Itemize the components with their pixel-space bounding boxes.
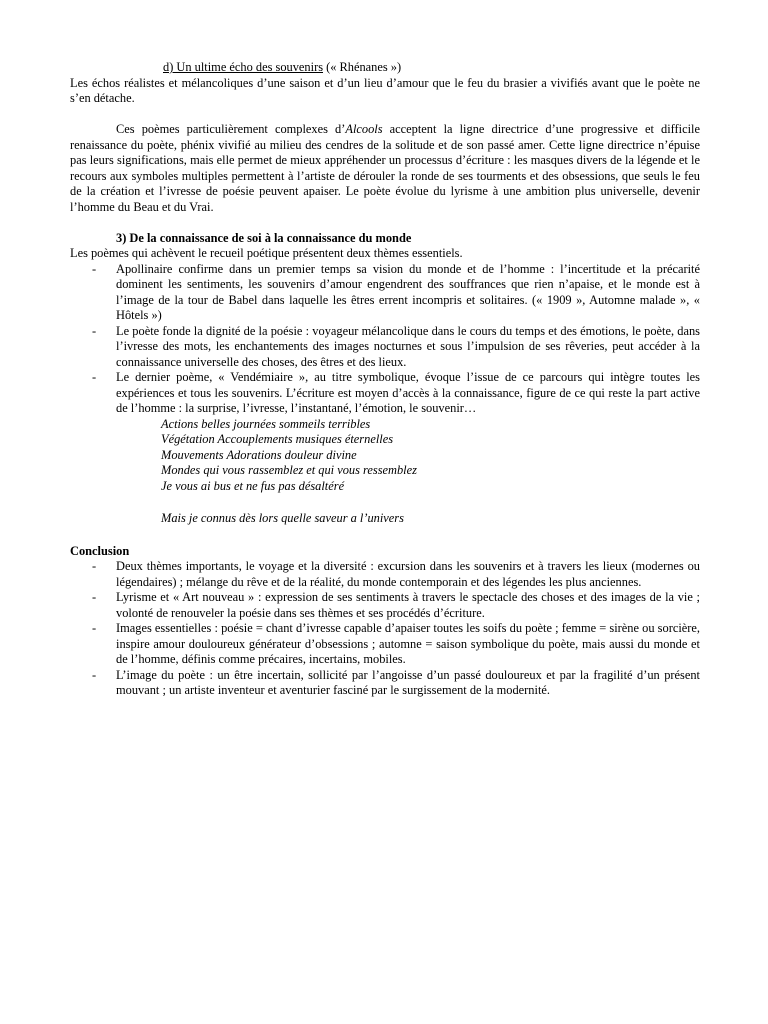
conclusion-bullet-list: [70, 559, 700, 699]
list-item-text: Deux thèmes importants, le voyage et la diversité : excursion dans les souvenirs et à travers les lieux (modernes ou légendaires) ; mélange du rêve et de la réalité, du monde contemporain et des légendes les plus anciennes.: [116, 559, 700, 589]
section-d-summary: Les échos réalistes et mélancoliques d’une saison et d’un lieu d’amour que le feu du brasier a vivifiés avant que le poète ne s’en détache.: [70, 75, 700, 105]
list-item-text: Images essentielles : poésie = chant d’ivresse capable d’apaiser toutes les soifs du poète ; femme = sirène ou sorcière, inspire amour douloureux générateur d’obsessions ; automne = saison symbolique du poète, mais aussi du monde et de l’homme, définis comme précaires, incertains, mobiles.: [116, 621, 700, 666]
document-body: [70, 60, 700, 699]
list-item: [70, 262, 700, 324]
list-item-text: L’image du poète : un être incertain, sollicité par l’angoisse d’un passé douloureux et par la fragilité d’un présent mouvant ; un artiste inventeur et aventurier fasciné par le surgissement de la modernité.: [116, 667, 700, 697]
poem-quote: [70, 417, 700, 527]
poem-last-line: Mais je connus dès lors quelle saveur a l’univers: [161, 511, 404, 525]
spacer: [70, 107, 700, 123]
analysis-paragraph-end: acceptent la ligne directrice d’une progressive et difficile renaissance du poète, phénix vivifié au milieu des cendres de la solitude et de son passé amer. Cette ligne directrice n’épuise pas leurs significations, mais elle permet de mieux appréhender un processus d’écriture : les masques divers de la légende et le recours aux symboles multiples permettent à l’artiste de dérouler la ronde de ses tourments et des obsessions, que seuls le feu de la création et l’ivresse de poésie peuvent apaiser. Le poète évolue du lyrisme à une ambition plus universelle, devenir l’homme du Beau et du Vrai.: [70, 122, 700, 214]
bullet-dash: -: [92, 590, 97, 604]
book-title-alcools: Alcools: [345, 122, 383, 136]
list-item-text: Lyrisme et « Art nouveau » : expression de ses sentiments à travers le spectacle des choses et des images de la vie ; volonté de renouveler la poésie dans ses thèmes et ses procédés d’écriture.: [116, 590, 700, 620]
poem-line: Mondes qui vous rassemblez et qui vous ressemblez: [161, 463, 417, 477]
bullet-dash: -: [92, 559, 97, 573]
poem-line: Mouvements Adorations douleur divine: [161, 447, 357, 462]
bullet-dash: -: [92, 621, 97, 635]
analysis-paragraph-start: Ces poèmes particulièrement complexes d’: [116, 122, 346, 136]
list-item-text: Le dernier poème, « Vendémiaire », au titre symbolique, évoque l’issue de ce parcours qui intègre toutes les expériences et tous les souvenirs. L’écriture est moyen d’accès à la connaissance, figure de ce qui reste la part active de l’homme : la surprise, l’ivresse, l’instantané, l’émotion, le souvenir…: [116, 370, 700, 415]
poem-line: Actions belles journées sommeils terribles: [161, 416, 371, 431]
part3-intro: Les poèmes qui achèvent le recueil poétique présentent deux thèmes essentiels.: [70, 246, 463, 260]
list-item: [70, 621, 700, 668]
section-d-heading-main: d) Un ultime écho des souvenirs: [163, 60, 324, 74]
spacer: [161, 494, 700, 511]
list-item: [70, 370, 700, 417]
bullet-dash: -: [92, 261, 97, 276]
list-item: [70, 668, 700, 699]
part3-heading: 3) De la connaissance de soi à la connaissance du monde: [116, 230, 412, 245]
analysis-paragraph: [70, 122, 700, 215]
list-item: [70, 559, 700, 590]
list-item-text: Le poète fonde la dignité de la poésie : voyageur mélancolique dans le cours du temps et des émotions, le poète, dans l’ivresse des mots, les enchantements des images nocturnes et sous l’impulsion de ses rêveries, peut accéder à la connaissance universelle des choses, des êtres et des lieux.: [116, 323, 700, 369]
list-item-text: Apollinaire confirme dans un premier temps sa vision du monde et de l’homme : l’incertitude et la précarité dominent les sentiments, les souvenirs d’amour engendrent des souffrances que rien n’apaise, et le monde est à l’image de la tour de Babel dans laquelle les êtres errent incompris et solitaires. (« 1909 », Automne malade », « Hôtels »): [116, 261, 700, 322]
part3-bullet-list: [70, 262, 700, 417]
bullet-dash: -: [92, 667, 97, 682]
bullet-dash: -: [92, 370, 97, 384]
bullet-dash: -: [92, 323, 97, 338]
conclusion-heading: Conclusion: [70, 543, 130, 558]
poem-line: Je vous ai bus et ne fus pas désaltéré: [161, 478, 345, 493]
spacer: [70, 215, 700, 231]
section-d-heading: [70, 60, 700, 76]
spacer: [70, 527, 700, 544]
list-item: [70, 324, 700, 371]
list-item: [70, 590, 700, 621]
poem-line: Végétation Accouplements musiques éternelles: [161, 432, 394, 446]
section-d-heading-tail: (« Rhénanes »): [323, 60, 402, 74]
